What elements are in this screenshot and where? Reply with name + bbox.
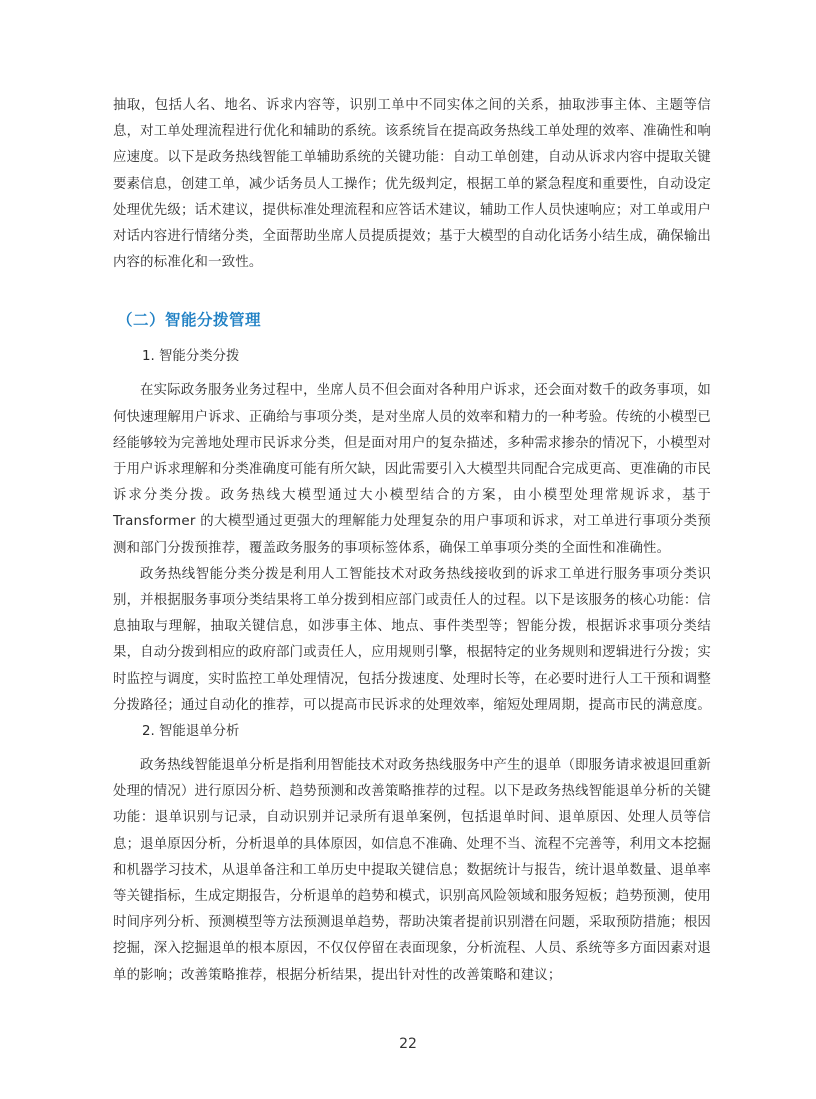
document-page	[113, 93, 711, 989]
return-analysis-paragraph: 政务热线智能退单分析是指利用智能技术对政务热线服务中产生的退单（即服务请求被退回重新处理的情况）进行原因分析、趋势预测和改善策略推荐的过程。以下是政务热线智能退单分析的关键功能：退单识别与记录，自动识别并记录所有退单案例，包括退单时间、退单原因、处理人员等信息；退单原因分析，分析退单的具体原因，如信息不准确、处理不当、流程不完善等，利用文本挖掘和机器学习技术，从退单备注和工单历史中提取关键信息；数据统计与报告，统计退单数量、退单率等关键指标，生成定期报告，分析退单的趋势和模式，识别高风险领域和服务短板；趋势预测，使用时间序列分析、预测模型等方法预测退单趋势，帮助决策者提前识别潜在问题，采取预防措施；根因挖掘，深入挖掘退单的根本原因，不仅仅停留在表面现象，分析流程、人员、系统等多方面因素对退单的影响；改善策略推荐，根据分析结果，提出针对性的改善策略和建议；	[113, 758, 711, 983]
classification-paragraph-1: 在实际政务服务业务过程中，坐席人员不但会面对各种用户诉求，还会面对数千的政务事项，如何快速理解用户诉求、正确给与事项分类，是对坐席人员的效率和精力的一种考验。传统的小模型已经能够较为完善地处理市民诉求分类，但是面对用户的复杂描述，多种需求掺杂的情况下，小模型对于用户诉求理解和分类准确度可能有所欠缺，因此需要引入大模型共同配合完成更高、更准确的市民诉求分类分拨。政务热线大模型通过大小模型结合的方案，由小模型处理常规诉求，基于 Transformer 的大模型通过更强大的理解能力处理复杂的用户事项和诉求，对工单进行事项分类预测和部门分拨预推荐，覆盖政务服务的事项标签体系，确保工单事项分类的全面性和准确性。	[113, 383, 711, 556]
section-heading: （二）智能分拨管理	[117, 311, 262, 330]
page-number: 22	[399, 1036, 417, 1052]
subsection-heading-return-analysis: 2. 智能退单分析	[142, 724, 240, 740]
classification-paragraph-2: 政务热线智能分类分拨是利用人工智能技术对政务热线接收到的诉求工单进行服务事项分类识别，并根据服务事项分类结果将工单分拨到相应部门或责任人的过程。以下是该服务的核心功能：信息抽取与理解，抽取关键信息，如涉事主体、地点、事件类型等；智能分拨，根据诉求事项分类结果，自动分拨到相应的政府部门或责任人，应用规则引擎，根据特定的业务规则和逻辑进行分拨；实时监控与调度，实时监控工单处理情况，包括分拨速度、处理时长等，在必要时进行人工干预和调整分拨路径；通过自动化的推荐，可以提高市民诉求的处理效率，缩短处理周期，提高市民的满意度。	[113, 566, 711, 713]
subsection-heading-classification: 1. 智能分类分拨	[142, 349, 240, 365]
intro-paragraph: 抽取，包括人名、地名、诉求内容等，识别工单中不同实体之间的关系，抽取涉事主体、主题等信息，对工单处理流程进行优化和辅助的系统。该系统旨在提高政务热线工单处理的效率、准确性和响应速度。以下是政务热线智能工单辅助系统的关键功能：自动工单创建，自动从诉求内容中提取关键要素信息，创建工单，减少话务员人工操作；优先级判定，根据工单的紧急程度和重要性，自动设定处理优先级；话术建议，提供标准处理流程和应答话术建议，辅助工作人员快速响应；对工单或用户对话内容进行情绪分类，全面帮助坐席人员提质提效；基于大模型的自动化话务小结生成，确保输出内容的标准化和一致性。	[113, 98, 711, 271]
